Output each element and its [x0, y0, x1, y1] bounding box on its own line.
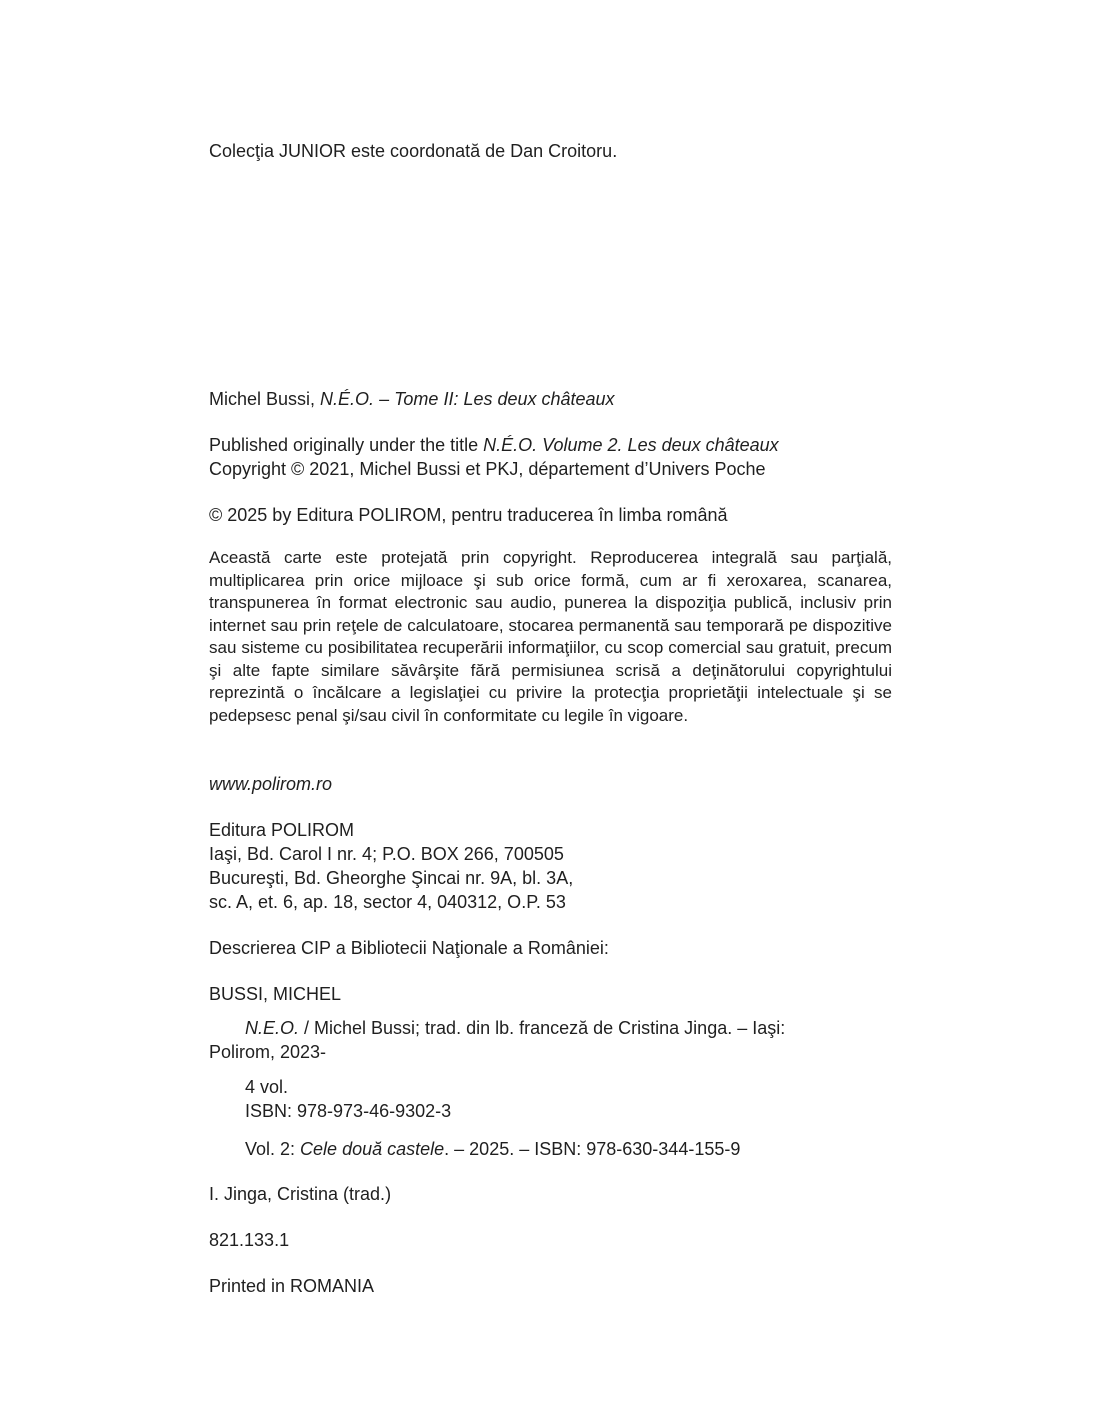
- cip-volumes: 4 vol.: [245, 1077, 289, 1097]
- cip-heading: Descrierea CIP a Bibliotecii Naţionale a României:: [209, 938, 609, 958]
- cip-entry-line-1: [209, 1016, 892, 1040]
- address-iasi: Iaşi, Bd. Carol I nr. 4; P.O. BOX 266, 700505: [209, 844, 564, 864]
- collection-note-text: Colecţia JUNIOR este coordonată de Dan Croitoru.: [209, 141, 618, 161]
- cip-author: BUSSI, MICHEL: [209, 984, 342, 1004]
- cip-translator: I. Jinga, Cristina (trad.): [209, 1184, 392, 1204]
- cip-entry: [209, 1016, 892, 1064]
- collection-note: [209, 139, 892, 163]
- cip-entry-title: N.E.O.: [245, 1018, 300, 1038]
- address-bucuresti-line-2: sc. A, et. 6, ap. 18, sector 4, 040312, O.P. 53: [209, 892, 566, 912]
- cip-volumes-block: [209, 1075, 892, 1123]
- printed-in: Printed in ROMANIA: [209, 1276, 375, 1296]
- printed-block: [209, 1274, 892, 1298]
- series-name: N.É.O.: [320, 389, 375, 409]
- translation-copyright-text: © 2025 by Editura POLIROM, pentru traducerea în limba română: [209, 505, 728, 525]
- cip-entry-rest: / Michel Bussi; trad. din lb. franceză de Cristina Jinga. – Iaşi:: [299, 1018, 786, 1038]
- publisher-address: [209, 818, 892, 914]
- cip-classification-block: [209, 1228, 892, 1252]
- cip-entry-line-2: Polirom, 2023-: [209, 1042, 327, 1062]
- cip-vol2-prefix: Vol. 2:: [245, 1139, 301, 1159]
- tome-title: Tome II: Les deux châteaux: [394, 389, 615, 409]
- cip-vol2-title: Cele două castele: [300, 1139, 445, 1159]
- website-block: [209, 772, 892, 796]
- author-name: Michel Bussi,: [209, 389, 321, 409]
- title-dash: –: [374, 389, 395, 409]
- cip-heading-block: [209, 936, 892, 960]
- address-bucuresti-line-1: Bucureşti, Bd. Gheorghe Şincai nr. 9A, bl. 3A,: [209, 868, 574, 888]
- website-link[interactable]: www.polirom.ro: [209, 774, 333, 794]
- original-title: N.É.O. Volume 2. Les deux châteaux: [483, 435, 779, 455]
- cip-vol2: [209, 1137, 892, 1161]
- cip-vol2-block: [209, 1137, 892, 1161]
- title-line-text: [209, 387, 892, 411]
- title-line: [209, 387, 892, 411]
- original-publication: [209, 433, 892, 481]
- rights-notice: Această carte este protejată prin copyright. Reproducerea integrală sau parţială, multiplicarea prin orice mijloace şi sub orice formă, cum ar fi xeroxarea, scanarea, transpunerea în format electronic sau audio, punerea la dispoziţia publică, inclusiv prin internet sau prin reţele de calculatoare, stocarea permanentă sau temporară pe dispozitive sau sisteme cu posibilitatea recuperării informaţiilor, cu scop comercial sau gratuit, precum şi alte fapte similare săvârşite fără permisiunea scrisă a deţinătorului copyrightului reprezintă o încălcare a legislaţiei cu privire la protecţia proprietăţii intelectuale şi se pedepsesc penal şi/sau civil în conformitate cu legile în vigoare.: [209, 548, 892, 725]
- translation-copyright: [209, 503, 892, 527]
- cip-translator-block: [209, 1182, 892, 1206]
- original-title-prefix: Published originally under the title: [209, 435, 484, 455]
- cip-isbn: ISBN: 978-973-46-9302-3: [245, 1101, 452, 1121]
- cip-classification: 821.133.1: [209, 1230, 290, 1250]
- publisher-name: Editura POLIROM: [209, 820, 355, 840]
- original-title-line: [209, 433, 892, 457]
- cip-author-block: [209, 982, 892, 1006]
- original-copyright: Copyright © 2021, Michel Bussi et PKJ, département d’Univers Poche: [209, 459, 766, 479]
- cip-vol2-rest: . – 2025. – ISBN: 978-630-344-155-9: [444, 1139, 741, 1159]
